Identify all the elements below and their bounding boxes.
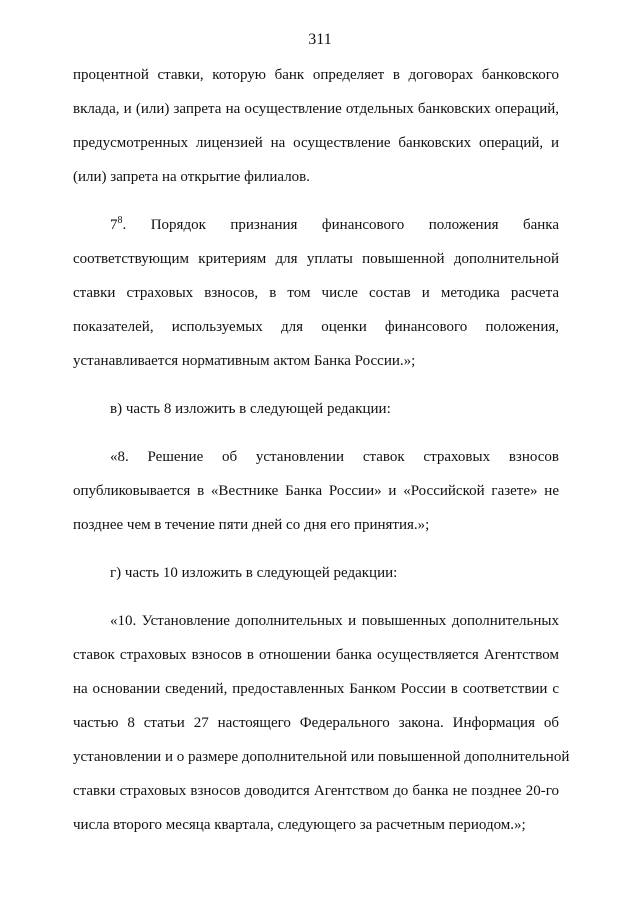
text-line: опубликовывается в «Вестнике Банка России» и «Российской газете» не (73, 483, 559, 499)
text-line: ставки страховых взносов доводится Агентством до банка не позднее 20-го (73, 783, 559, 799)
text-line: в) часть 8 изложить в следующей редакции: (110, 401, 391, 417)
text-line: числа второго месяца квартала, следующего за расчетным периодом.»; (73, 817, 526, 833)
clause-superscript: 8 (117, 215, 123, 226)
page-number: 311 (308, 31, 332, 48)
text-line: соответствующим критериям для уплаты повышенной дополнительной (73, 251, 559, 267)
text-line: предусмотренных лицензией на осуществление банковских операций, и (73, 135, 559, 151)
text-line: ставок страховых взносов в отношении банка осуществляется Агентством (73, 647, 559, 663)
text-line: вклада, и (или) запрета на осуществление отдельных банковских операций, (73, 101, 559, 117)
text-line: установлении и о размере дополнительной или повышенной дополнительной (73, 749, 570, 765)
text-line: позднее чем в течение пяти дней со дня его принятия.»; (73, 517, 430, 533)
text-line: «10. Установление дополнительных и повышенных дополнительных (110, 613, 559, 629)
text-line: (или) запрета на открытие филиалов. (73, 169, 311, 185)
text-line: г) часть 10 изложить в следующей редакции: (110, 565, 398, 581)
text-line: на основании сведений, предоставленных Банком России в соответствии с (73, 681, 559, 697)
text-line: . Порядок признания финансового положения банка (122, 217, 559, 233)
document-body (73, 63, 570, 847)
paragraph-7-8-first-line (73, 213, 559, 247)
clause-number: 7 (110, 217, 118, 233)
text-line: устанавливается нормативным актом Банка России.»; (73, 353, 416, 369)
text-line: ставки страховых взносов, в том числе состав и методика расчета (73, 285, 559, 301)
text-line: процентной ставки, которую банк определяет в договорах банковского (73, 67, 559, 83)
text-line: «8. Решение об установлении ставок страховых взносов (110, 449, 559, 465)
text-line: частью 8 статьи 27 настоящего Федерального закона. Информация об (73, 715, 559, 731)
text-line: показателей, используемых для оценки финансового положения, (73, 319, 559, 335)
